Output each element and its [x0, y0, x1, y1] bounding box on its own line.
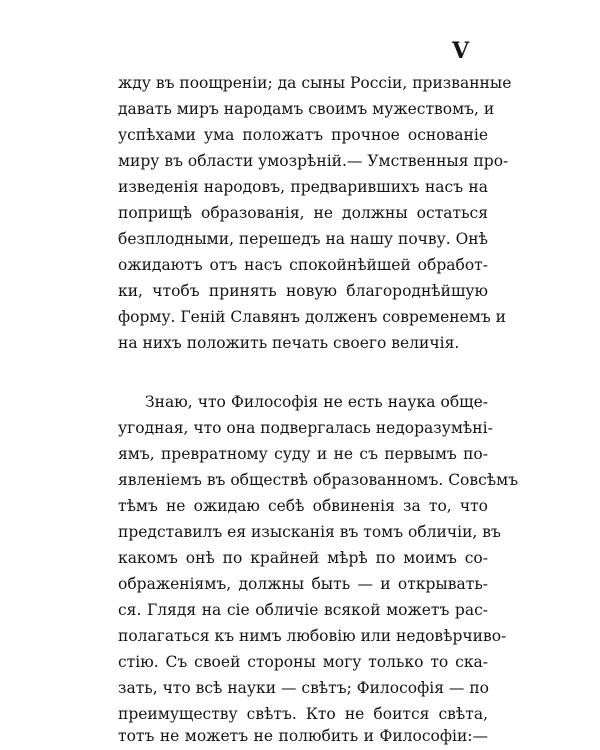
text-line: безплодными, перешедъ на нашу почву. Онѣ — [118, 230, 488, 248]
text-line: угодная, что она подвергалась недоразумѣні- — [118, 419, 493, 437]
page-number: V — [452, 38, 470, 64]
text-line: давать миръ народамъ своимъ мужествомъ, и — [118, 100, 495, 118]
text-line: Знаю, что Философія не есть наука обще- — [145, 393, 488, 411]
text-line: на нихъ положить печать своего величія. — [118, 334, 460, 352]
text-line: явленіемъ въ обществѣ образованномъ. Совсѣмъ — [118, 471, 519, 489]
text-line: ки, чтобъ принять новую благороднѣйшую — [118, 282, 488, 300]
text-line: изведенія народовъ, предварившихъ насъ на — [118, 178, 488, 196]
text-line: представилъ ея изысканія въ томъ обличіи, въ — [118, 523, 501, 541]
text-line: миру въ области умозрѣній.— Умственныя про- — [118, 152, 509, 170]
text-line: полагаться къ нимъ любовію или недовѣрчиво- — [118, 627, 507, 645]
text-line: жду въ поощреніи; да сыны Россіи, призванные — [118, 74, 512, 92]
text-line: стію. Съ своей стороны могу только то ска- — [118, 653, 488, 671]
text-line: ожидаютъ отъ насъ спокойнѣйшей обработ- — [118, 256, 488, 274]
text-line: ображеніямъ, должны быть — и открывать- — [118, 575, 488, 593]
text-line: форму. Геній Славянъ долженъ современемъ и — [118, 308, 506, 326]
text-line: ся. Глядя на сіе обличіе всякой можетъ рас- — [118, 601, 488, 619]
text-line: зать, что всѣ науки — свѣтъ; Философія — по — [118, 679, 490, 697]
text-line: поприщѣ образованія, не должны остаться — [118, 204, 488, 222]
text-line: тотъ не можетъ не полюбить и Философіи:— — [118, 727, 488, 745]
text-line: тѣмъ не ожидаю себѣ обвиненія за то, что — [118, 497, 488, 515]
text-line: ямъ, превратному суду и не съ первымъ по- — [118, 445, 488, 463]
text-line: успѣхами ума положатъ прочное основаніе — [118, 126, 488, 144]
text-line: какомъ онѣ по крайней мѣрѣ по моимъ со- — [118, 549, 488, 567]
text-line: преимуществу свѣтъ. Кто не боится свѣта, — [118, 705, 488, 723]
